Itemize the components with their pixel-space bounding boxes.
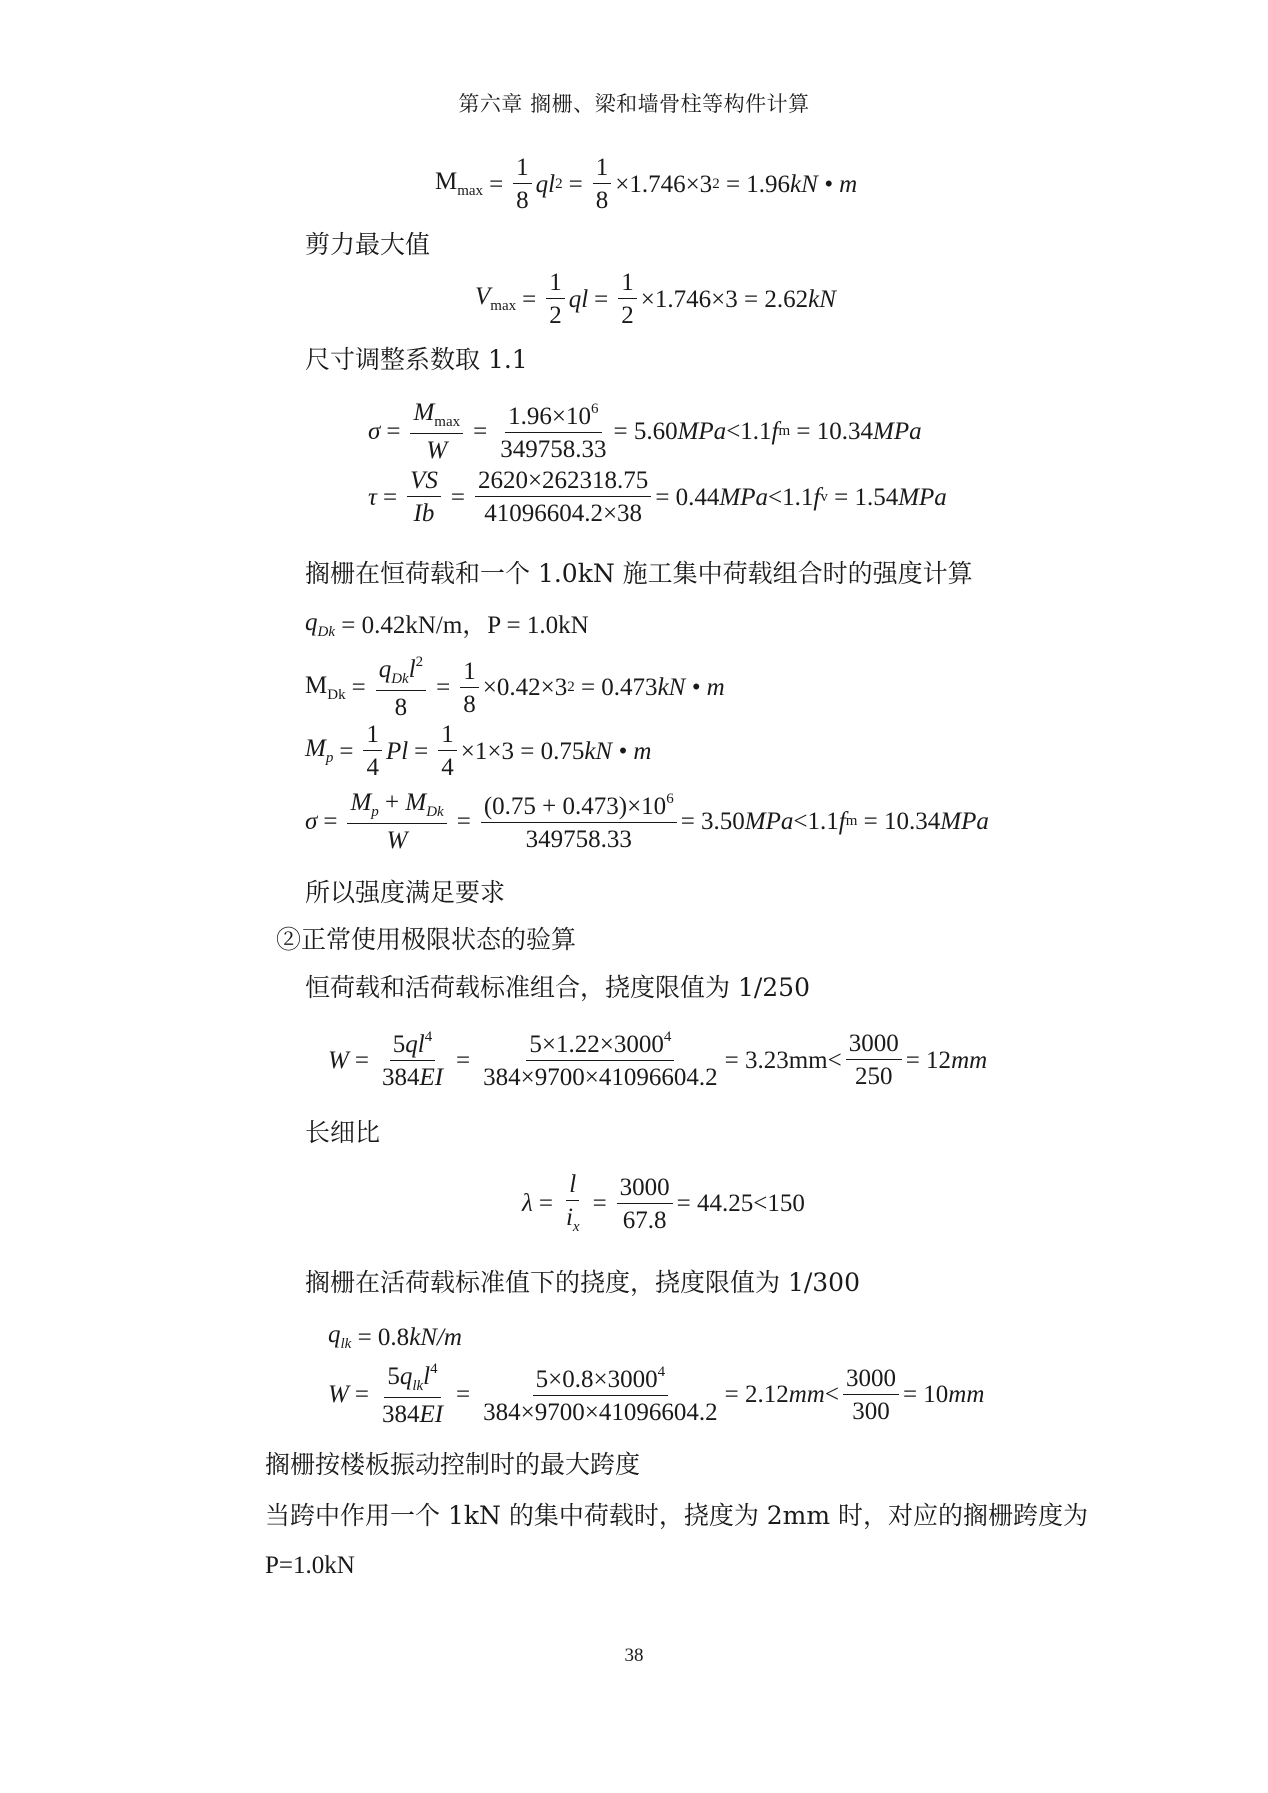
formula-sigma-bending: σ = $\frac{M_{max}}{W}$ = $\frac{1.96\times 10^6}{349758.33}$ = 5.60 MPa <1.1 f m = 10.34 MPa — [368, 399, 922, 464]
text-combo-heading: 搁栅在恒荷载和一个 1.0kN 施工集中荷载组合时的强度计算 — [305, 559, 973, 588]
formula-tau-shear: τ = $\frac{VS}{Ib}$ = $\frac{2620\times 262318.75}{41096604.2\times 38}$ = 0.44 MPa <1.1 f v = 1.54 MPa — [368, 467, 947, 527]
text-strength-ok: 所以强度满足要求 — [305, 878, 506, 907]
formula-sigma-combo: σ = $\frac{M_p + M_{Dk}}{W}$ = $\frac{(0.75 + 0.473)\times 10^6}{349758.33}$ = 3.50 MPa <1.1 f m = 10.34 MPa — [305, 789, 989, 854]
text-point-load-desc: 当跨中作用一个 1kN 的集中荷载时，挠度为 2mm 时，对应的搁栅跨度为 — [265, 1501, 1089, 1530]
text-shear-max: 剪力最大值 — [305, 230, 431, 259]
text-point-load-value: P=1.0kN — [265, 1552, 355, 1579]
formula-mdk: $M_{Dk}$ = $\frac{q_{Dk}l^2}{8}$ = $\frac{1}{8}$ ×0.42×3 2 = 0.473 kN • m — [305, 654, 725, 721]
text-size-factor: 尺寸调整系数取 1.1 — [305, 345, 528, 374]
formula-qdk: $q_{Dk}$ = 0.42kN/m，P = 1.0kN — [305, 609, 589, 640]
text-deflection-combo: 恒荷载和活荷载标准组合，挠度限值为 1/250 — [305, 973, 810, 1002]
formula-lambda: λ = $\frac{l}{i_x}$ = $\frac{3000}{67.8}$ = 44.25<150 — [522, 1171, 805, 1235]
text-vibration-span: 搁栅按楼板振动控制时的最大跨度 — [265, 1450, 641, 1479]
formula-qlk: $q_{lk}$ = 0.8 kN/m — [328, 1321, 462, 1352]
formula-mp: $M_p$ = $\frac{1}{4}$ Pl = $\frac{1}{4}$ ×1×3 = 0.75 kN • m — [305, 721, 652, 781]
formula-deflection-2: W = $\frac{5q_{lk}l^4}{384EI}$ = $\frac{5\times 0.8\times 3000^4}{384\times 9700\times 41096604.2}$ = 2.12 mm < $\frac{3000}{300}$ = 10 mm — [328, 1361, 985, 1428]
formula-deflection-1: W = $\frac{5ql^4}{384EI}$ = $\frac{5\times 1.22\times 3000^4}{384\times 9700\times 41096604.2}$ = 3.23mm< $\frac{3000}{250}$ = 12 mm — [328, 1029, 988, 1091]
formula-mmax: $M_{max}$ = $\frac{1}{8}$ ql 2 = $\frac{1}{8}$ ×1.746×3 2 = 1.96 kN • m — [435, 154, 858, 214]
page-number: 38 — [624, 1645, 644, 1666]
text-slenderness: 长细比 — [305, 1118, 381, 1147]
text-live-deflection: 搁栅在活荷载标准值下的挠度，挠度限值为 1/300 — [305, 1268, 860, 1297]
formula-vmax: $V_{max}$ = $\frac{1}{2}$ ql = $\frac{1}{2}$ ×1.746×3 = 2.62 kN — [475, 269, 836, 329]
chapter-header: 第六章 搁栅、梁和墙骨柱等构件计算 — [458, 92, 810, 116]
text-serviceability-heading: ②正常使用极限状态的验算 — [276, 925, 577, 954]
